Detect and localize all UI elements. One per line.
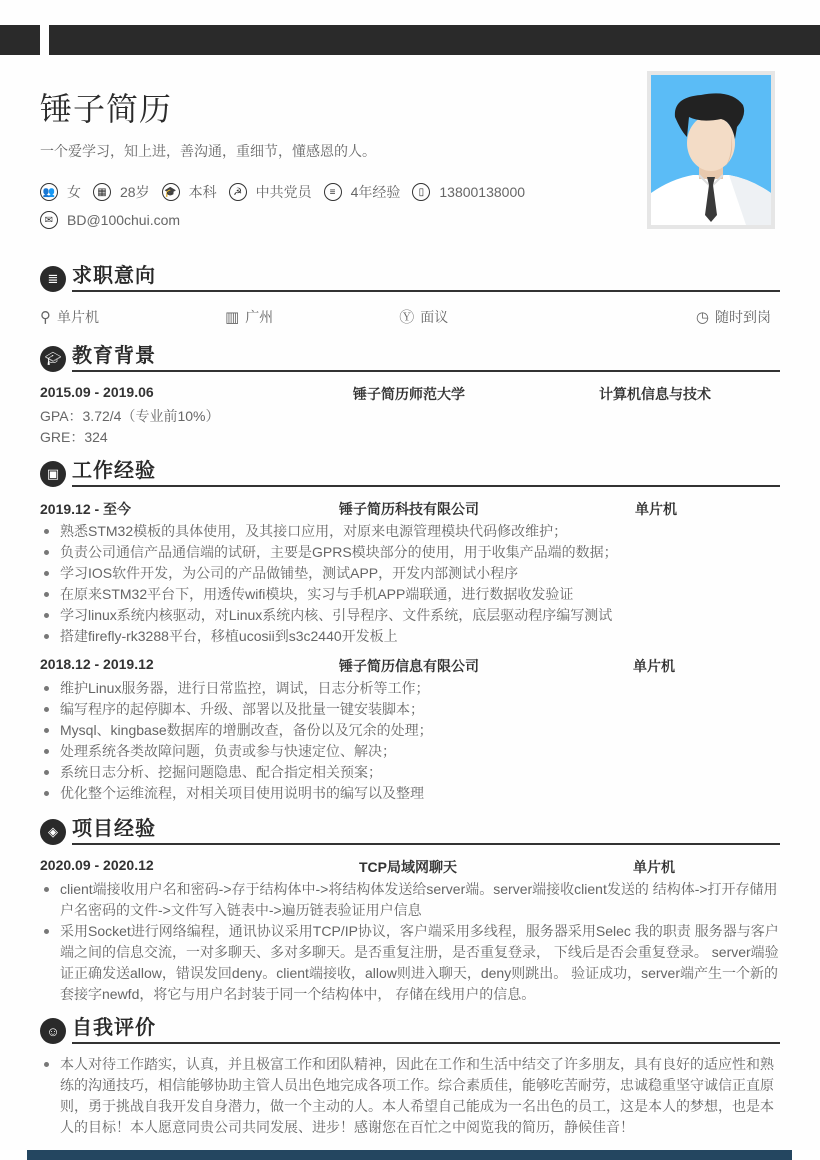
list-item: 学习IOS软件开发，为公司的产品做铺垫，测试APP，开发内部测试小程序	[60, 563, 780, 584]
intent-row	[40, 306, 780, 327]
graduation-cap-icon: 🎓︎	[40, 346, 66, 372]
section-education	[40, 342, 780, 448]
phone-icon: ▯	[412, 183, 430, 201]
job-role: 单片机	[635, 501, 677, 517]
section-title: 教育背景	[72, 342, 780, 372]
intent-salary	[399, 306, 448, 327]
intent-position	[40, 306, 99, 327]
section-title: 求职意向	[72, 262, 780, 292]
section-title: 项目经验	[72, 815, 780, 845]
personal-info-row	[40, 182, 537, 202]
project-details	[40, 879, 780, 1005]
list-item: 学习linux系统内核驱动，对Linux系统内核、引导程序、文件系统，底层驱动程序编写测试	[60, 605, 780, 626]
info-political-text: 中共党员	[255, 184, 312, 200]
list-item: 维护Linux服务器，进行日常监控，调试，日志分析等工作；	[60, 678, 780, 699]
top-bar	[49, 25, 820, 55]
section-self-evaluation	[40, 1014, 780, 1138]
list-item: 编写程序的起停脚本、升级、部署以及批量一键安装脚本；	[60, 699, 780, 720]
section-title: 工作经验	[72, 457, 780, 487]
list-item: 搭建firefly-rk3288平台，移植ucosii到s3c2440开发板上	[60, 626, 780, 647]
job-company: 锤子简历科技有限公司	[339, 501, 479, 517]
intent-position-text: 单片机	[57, 308, 99, 325]
list-item: client端接收用户名和密码->存于结构体中->将结构体发送给server端。server端接收client发送的 结构体->打开存储用户名密码的文件->文件写入链表中->遍历链表验证用户信息	[60, 879, 780, 921]
education-gpa: GPA：3.72/4（专业前10%）	[40, 408, 220, 424]
info-age	[93, 182, 150, 202]
list-item: 熟悉STM32模板的具体使用，及其接口应用，对原来电源管理模块代码修改维护；	[60, 521, 780, 542]
motto: 一个爱学习，知上进，善沟通，重细节，懂感恩的人。	[40, 143, 376, 159]
resume-name: 锤子简历	[40, 91, 173, 127]
project-period: 2020.09 - 2020.12	[40, 857, 154, 873]
building-icon: ▥	[225, 308, 240, 326]
info-phone-text[interactable]: 13800138000	[439, 184, 526, 200]
top-bar-left-block	[0, 25, 40, 55]
info-age-text: 28岁	[120, 184, 150, 200]
graduation-cap-icon: 🎓	[162, 183, 180, 201]
section-job-intent	[40, 262, 780, 327]
education-period: 2015.09 - 2019.06	[40, 384, 154, 400]
list-item: 系统日志分析、挖掘问题隐患、配合指定相关预案；	[60, 762, 780, 783]
calendar-icon: ▦	[93, 183, 111, 201]
project-role: 单片机	[633, 859, 675, 875]
document-icon: ≡	[324, 183, 342, 201]
list-item: 负责公司通信产品通信端的试研，主要是GPRS模块部分的使用，用于收集产品端的数据；	[60, 542, 780, 563]
info-email	[40, 211, 180, 229]
layers-icon: ◈	[40, 819, 66, 845]
section-header	[40, 457, 780, 487]
job-duties	[40, 678, 780, 804]
job-row	[40, 499, 780, 519]
intent-city	[225, 306, 273, 327]
info-experience	[324, 182, 401, 202]
list-item: 本人对待工作踏实，认真，并且极富工作和团队精神，因此在工作和生活中结交了许多朋友，具有良好的适应性和熟练的沟通技巧，相信能够协助主管人员出色地完成各项工作。综合素质佳，能够吃苦耐劳，忠诚稳重坚守诚信正直原则，勇于挑战自我开发自身潜力，做一个主动的人。本人希望自己能成为一名出色的员工，这是本人的梦想，也是本人的目标！本人愿意同贵公司共同发展、进步！感谢您在百忙之中阅览我的简历，静候佳音！	[60, 1054, 780, 1138]
list-item: Mysql、kingbase数据库的增删改查，备份以及冗余的处理；	[60, 720, 780, 741]
info-gender-text: 女	[67, 184, 81, 200]
email-row	[40, 211, 192, 229]
gender-icon: 👥	[40, 183, 58, 201]
job-period: 2018.12 - 2019.12	[40, 656, 154, 672]
intent-city-text: 广州	[245, 308, 274, 325]
section-header	[40, 815, 780, 845]
intent-salary-text: 面议	[420, 308, 449, 325]
info-gender	[40, 182, 81, 202]
user-edit-icon: ☺	[40, 1018, 66, 1044]
job-row	[40, 656, 780, 676]
list-item: 优化整个运维流程，对相关项目使用说明书的编写以及整理	[60, 783, 780, 804]
project-name: TCP局域网聊天	[359, 859, 457, 875]
info-degree	[162, 182, 217, 202]
info-political	[229, 182, 312, 202]
job-duties	[40, 521, 780, 647]
intent-availability	[696, 306, 771, 327]
clipboard-icon: ≣	[40, 266, 66, 292]
section-header	[40, 342, 780, 372]
info-email-text[interactable]: BD@100chui.com	[67, 212, 181, 228]
footer-bar	[27, 1150, 792, 1160]
list-item: 处理系统各类故障问题，负责或参与快速定位、解决；	[60, 741, 780, 762]
clock-icon: ◷	[695, 308, 709, 326]
party-emblem-icon: ☭	[229, 183, 247, 201]
section-header	[40, 262, 780, 292]
education-school: 锤子简历师范大学	[353, 386, 465, 402]
section-header	[40, 1014, 780, 1044]
info-experience-text: 4年经验	[350, 184, 401, 200]
yuan-icon: Ⓨ	[399, 309, 415, 326]
education-row	[40, 384, 780, 404]
job-period: 2019.12 - 至今	[40, 501, 132, 517]
mail-icon: ✉	[40, 211, 58, 229]
section-project-experience	[40, 815, 780, 1005]
self-evaluation-text	[40, 1054, 780, 1138]
education-major: 计算机信息与技术	[599, 386, 711, 402]
list-item: 在原来STM32平台下，用透传wifi模块，实习与手机APP端联通，进行数据收发验证	[60, 584, 780, 605]
briefcase-icon: ▣	[40, 461, 66, 487]
info-phone	[412, 183, 525, 201]
info-degree-text: 本科	[188, 184, 217, 200]
job-role: 单片机	[633, 658, 675, 674]
avatar	[651, 75, 771, 225]
list-item: 采用Socket进行网络编程，通讯协议采用TCP/IP协议，客户端采用多线程，服务器采用Selec 我的职责 服务器与客户端之间的信息交流，一对多聊天、多对多聊天。是否重复注册，是否重复登录， 下线后是否会重复登录。 server端验证正确发送allow，错误发回deny。client端接收，allow则进入聊天，deny则跳出。 验证成功，server端产生一个新的套接字newfd，将它与用户名封装于同一个结构体中， 存储在线用户的信息。	[60, 921, 780, 1005]
section-work-experience	[40, 457, 780, 804]
tie-icon: ⚲	[40, 308, 51, 326]
profile-photo	[647, 71, 775, 229]
section-title: 自我评价	[72, 1014, 780, 1044]
intent-availability-text: 随时到岗	[715, 308, 771, 325]
project-row	[40, 857, 780, 877]
education-gre: GRE：324	[40, 429, 108, 445]
job-company: 锤子简历信息有限公司	[339, 658, 479, 674]
avatar-illustration-icon	[651, 75, 771, 225]
